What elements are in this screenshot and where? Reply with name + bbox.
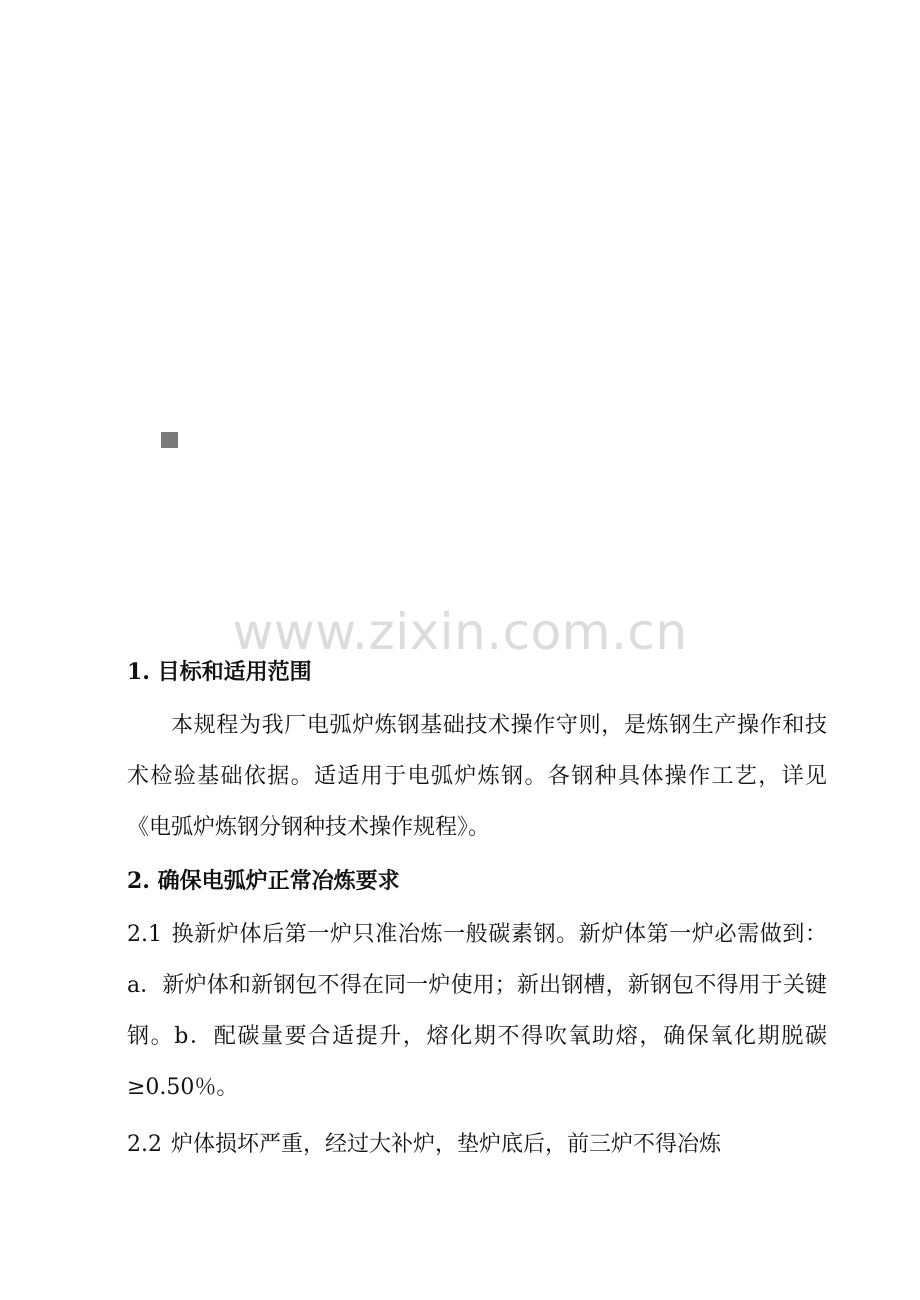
clause-number: 2.2 (127, 1132, 162, 1157)
clause-2-1 (127, 909, 827, 1113)
watermark: www.zixin.com.cn (232, 603, 688, 661)
section-heading-1: 1. 目标和适用范围 (127, 659, 312, 685)
clause-2-2 (127, 1119, 827, 1170)
clause-text: 炉体损坏严重，经过大补炉，垫炉底后，前三炉不得冶炼 (171, 1132, 722, 1157)
square-bullet-icon (161, 432, 178, 448)
section-1-paragraph: 本规程为我厂电弧炉炼钢基础技术操作守则，是炼钢生产操作和技术检验基础依据。适适用于电弧炉炼钢。各钢种具体操作工艺，详见《电弧炉炼钢分钢种技术操作规程》。 (127, 713, 827, 840)
clause-number: 2.1 (127, 922, 162, 947)
section-heading-2: 2. 确保电弧炉正常冶炼要求 (127, 868, 400, 894)
clause-text: 换新炉体后第一炉只准冶炼一般碳素钢。新炉体第一炉必需做到：a．新炉体和新钢包不得在同一炉使用；新出钢槽，新钢包不得用于关键钢。b．配碳量要合适提升，熔化期不得吹氧助熔，确保氧化期脱碳≥0.50％。 (127, 922, 827, 1100)
document-body (127, 650, 827, 1170)
